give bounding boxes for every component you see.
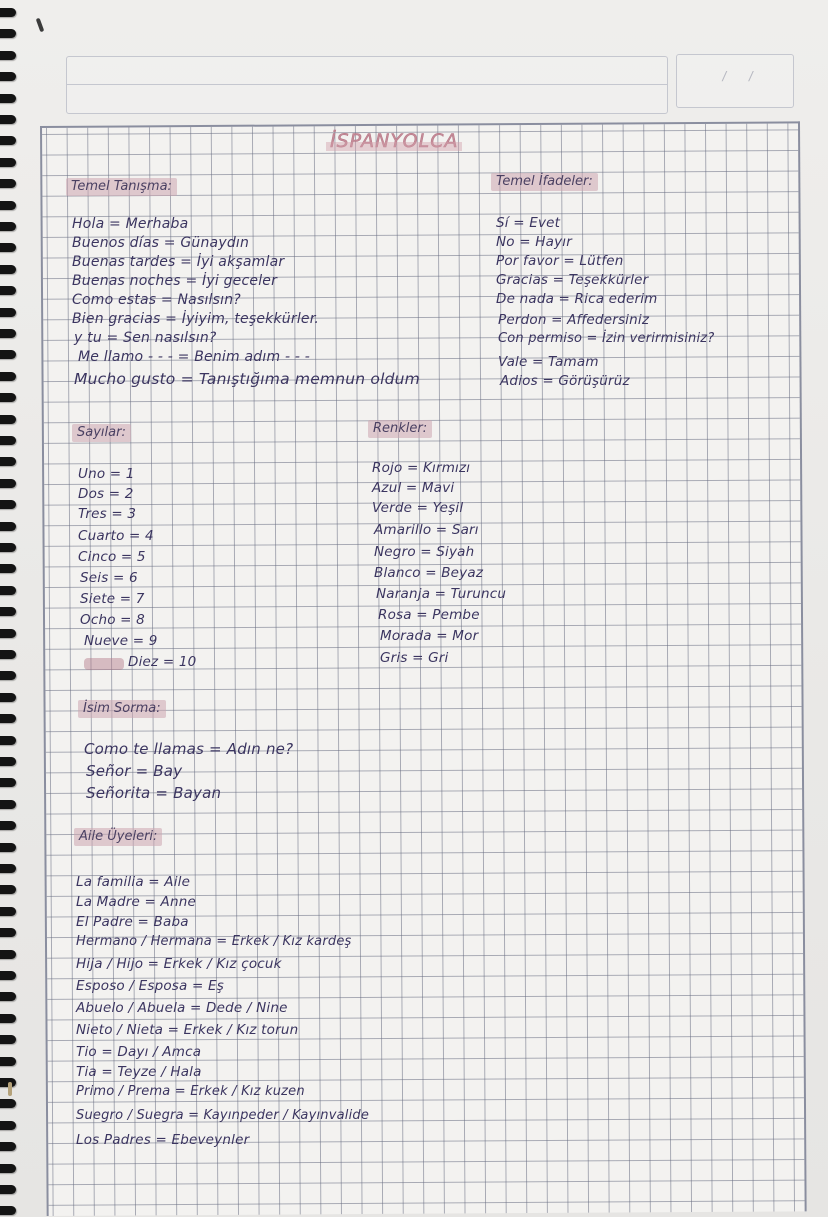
spiral-ring [0, 415, 16, 424]
section-heading-renkler: Renkler: [368, 420, 432, 438]
spiral-ring [0, 51, 16, 60]
spiral-ring [0, 372, 16, 381]
crossed-out-word [84, 658, 124, 670]
list-item: Como te llamas = Adın ne? [84, 740, 294, 758]
list-item: Hermano / Hermana = Erkek / Kız kardeş [76, 934, 352, 949]
spiral-ring [0, 564, 16, 573]
spiral-ring [0, 179, 16, 188]
list-item: Verde = Yeşil [372, 500, 464, 516]
list-item: Los Padres = Ebeveynler [76, 1132, 250, 1148]
section-heading-temel-tanisma: Temel Tanışma: [66, 178, 177, 196]
list-item: Señorita = Bayan [86, 784, 222, 802]
spiral-ring [0, 971, 16, 980]
list-item: Vale = Tamam [498, 354, 599, 370]
spiral-ring [0, 1099, 16, 1108]
spiral-ring [0, 1185, 16, 1194]
spiral-ring [0, 928, 16, 937]
date-placeholder: / / [721, 69, 761, 83]
spiral-ring [0, 650, 16, 659]
list-item: Con permiso = İzin verirmisiniz? [498, 331, 715, 346]
list-item: Sí = Evet [496, 215, 561, 231]
page-title: İSPANYOLCA [326, 130, 462, 152]
spiral-ring [0, 94, 16, 103]
list-item: Morada = Mor [380, 628, 479, 644]
spiral-ring [0, 286, 16, 295]
spiral-ring [0, 393, 16, 402]
list-item: Gris = Gri [380, 650, 449, 666]
spiral-ring [0, 950, 16, 959]
list-item: Uno = 1 [78, 466, 135, 482]
list-item: Cuarto = 4 [78, 528, 154, 544]
list-item: Adios = Görüşürüz [500, 373, 630, 389]
list-item: Tia = Teyze / Hala [76, 1064, 202, 1080]
list-item: Mucho gusto = Tanıştığıma memnun oldum [74, 370, 420, 388]
list-item: Nueve = 9 [84, 633, 158, 649]
list-item: Azul = Mavi [372, 480, 455, 496]
spiral-ring [0, 115, 16, 124]
list-item: Siete = 7 [80, 591, 145, 607]
spiral-ring [0, 8, 16, 17]
spiral-ring [0, 29, 16, 38]
spiral-ring [0, 522, 16, 531]
list-item: Amarillo = Sarı [374, 522, 479, 538]
list-item: La Madre = Anne [76, 894, 196, 910]
spiral-ring [0, 243, 16, 252]
list-item: Rojo = Kırmızı [372, 460, 471, 476]
spiral-ring [0, 671, 16, 680]
spiral-ring [0, 992, 16, 1001]
spiral-ring [0, 158, 16, 167]
list-item: Por favor = Lütfen [496, 253, 624, 269]
section-heading-isim-sorma: İsim Sorma: [78, 700, 166, 718]
list-item: Como estas = Nasılsın? [72, 292, 241, 308]
spiral-ring [0, 457, 16, 466]
spiral-ring [0, 1121, 16, 1130]
spiral-ring [0, 500, 16, 509]
spiral-ring [0, 265, 16, 274]
spiral-ring [0, 843, 16, 852]
list-item: Perdon = Affedersiniz [498, 312, 650, 328]
list-item: Buenas noches = İyi geceler [72, 273, 278, 289]
list-item: Primo / Prema = Erkek / Kız kuzen [76, 1084, 305, 1099]
list-item: Tres = 3 [78, 506, 137, 522]
spiral-ring [0, 821, 16, 830]
spiral-ring [0, 714, 16, 723]
list-item: Hija / Hijo = Erkek / Kız çocuk [76, 956, 282, 972]
list-item: y tu = Sen nasılsın? [74, 330, 217, 346]
list-item: Seis = 6 [80, 570, 138, 586]
list-item: Rosa = Pembe [378, 607, 480, 623]
spiral-ring [0, 736, 16, 745]
section-heading-aile-uyeleri: Aile Üyeleri: [74, 828, 162, 846]
list-item: Hola = Merhaba [72, 216, 189, 232]
spiral-ring [0, 436, 16, 445]
spiral-ring [0, 1164, 16, 1173]
list-item: Naranja = Turuncu [376, 586, 507, 602]
spiral-ring [0, 757, 16, 766]
list-item: Nieto / Nieta = Erkek / Kız torun [76, 1022, 299, 1038]
spiral-ring [0, 329, 16, 338]
list-item: Buenos días = Günaydın [72, 235, 250, 251]
list-item: Cinco = 5 [78, 549, 146, 565]
list-item: Diez = 10 [128, 654, 197, 670]
spiral-ring [0, 885, 16, 894]
spiral-ring [0, 72, 16, 81]
header-title-box [66, 56, 668, 114]
spiral-ring [0, 350, 16, 359]
spiral-ring [0, 864, 16, 873]
spiral-ring [0, 629, 16, 638]
spiral-ring [0, 607, 16, 616]
list-item: De nada = Rica ederim [496, 291, 658, 307]
list-item: Me llamo - - - = Benim adım - - - [78, 349, 311, 365]
spiral-ring [0, 479, 16, 488]
list-item: Señor = Bay [86, 762, 183, 780]
section-heading-temel-ifadeler: Temel İfadeler: [491, 173, 598, 191]
list-item: Esposo / Esposa = Eş [76, 978, 224, 994]
ink-mark [8, 1082, 12, 1096]
spiral-ring [0, 907, 16, 916]
spiral-ring [0, 1142, 16, 1151]
list-item: Ocho = 8 [80, 612, 145, 628]
spiral-ring [0, 136, 16, 145]
spiral-ring [0, 778, 16, 787]
list-item: Negro = Siyah [374, 544, 475, 560]
spiral-binding [0, 0, 26, 1217]
list-item: Gracias = Teşekkürler [496, 272, 649, 288]
list-item: Abuelo / Abuela = Dede / Nine [76, 1000, 288, 1016]
spiral-ring [0, 586, 16, 595]
list-item: Buenas tardes = İyi akşamlar [72, 254, 285, 270]
spiral-ring [0, 693, 16, 702]
spiral-ring [0, 1206, 16, 1215]
spiral-ring [0, 800, 16, 809]
ink-mark [36, 18, 45, 33]
spiral-ring [0, 543, 16, 552]
header-date-box [676, 54, 794, 108]
list-item: Tio = Dayı / Amca [76, 1044, 202, 1060]
spiral-ring [0, 222, 16, 231]
spiral-ring [0, 1014, 16, 1023]
list-item: Blanco = Beyaz [374, 565, 484, 581]
list-item: El Padre = Baba [76, 914, 189, 930]
spiral-ring [0, 1057, 16, 1066]
spiral-ring [0, 308, 16, 317]
list-item: Dos = 2 [78, 486, 134, 502]
list-item: Bien gracias = İyiyim, teşekkürler. [72, 311, 320, 327]
section-heading-sayilar: Sayılar: [72, 424, 131, 442]
spiral-ring [0, 1035, 16, 1044]
list-item: Suegro / Suegra = Kayınpeder / Kayınvalide [76, 1108, 370, 1123]
list-item: No = Hayır [496, 234, 572, 250]
list-item: La familia = Aile [76, 874, 191, 890]
spiral-ring [0, 201, 16, 210]
